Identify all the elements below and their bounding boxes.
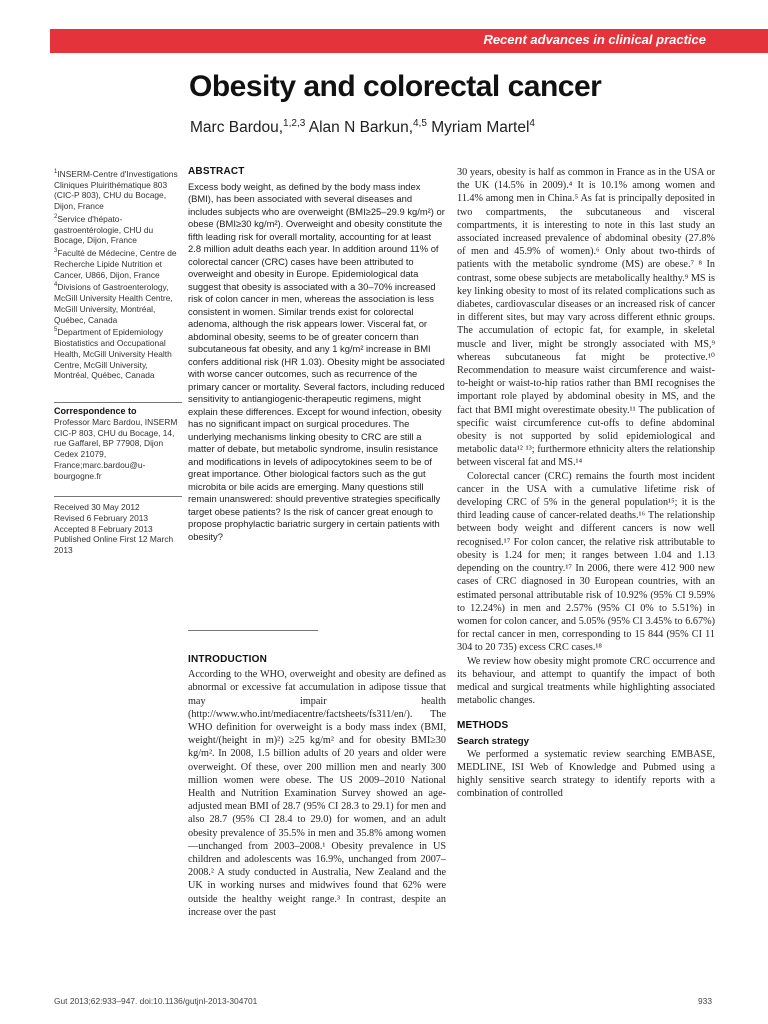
date-received: Received 30 May 2012	[54, 502, 140, 512]
author-name[interactable]: Alan N Barkun,	[305, 119, 413, 137]
abstract-text: Excess body weight, as defined by the body mass index (BMI), has been associated with several diseases and includes subjects who are overweight (BMI≥25–29.9 kg/m²) or obese (BMI≥30 kg/m²). Overweight and obesity constitute the fifth leading risk for overall mortality, accounting for at least 2.8 million adult deaths each year. In addition around 11% of colorectal cancer (CRC) cases have been attributed to overweight and obesity in Europe. Epidemiological data suggest that obesity is associated with a 30–70% increased risk of colon cancer in men, whereas the association is less consistent in women. Similar trends exist for colorectal adenoma, although the risk appears lower. Visceral fat, or abdominal obesity, seems to be of greater concern than subcutaneous fat obesity, and any 1 kg/m² increase in BMI confers additional risk (HR 1.03). Obesity might be associated with worse cancer outcomes, such as recurrence of the primary cancer or mortality. Several factors, including reduced sensitivity to antiangiogenic-therapeutic regimens, might explain these differences. Except for wound infection, obesity has no significant impact on surgical procedures. The underlying mechanisms linking obesity to CRC are still a matter of debate, but metabolic syndrome, insulin resistance and modifications in levels of adipocytokines seem to be of great importance. Other biological factors such as the gut microbita or bile acids are emerging. Many questions still remain unanswered: should preventive strategies specifically target obese patients? Is the risk of cancer great enough to propose prophylactic bariatric surgery in certain patients with obesity?	[188, 180, 445, 542]
article-dates	[54, 502, 182, 556]
correspondence-text: Professor Marc Bardou, INSERM CIC-P 803, CHU du Bocage, 14, rue Gaffarel, BP 77908, Dijon Cedex 21079, France;marc.bardou@u-bourgogne.fr	[54, 416, 178, 481]
body-paragraph: We performed a systematic review searching EMBASE, MEDLINE, ISI Web of Knowledge and Pubmed using a highly sensitive search strategy to identify reports with a combination of controlled	[457, 748, 715, 800]
abstract	[188, 166, 446, 543]
affiliation-item: $^1$INSERM-Centre d'Investigations Cliniques Pluirithématique 803 (CIC-P 803), CHU du Bocage, Dijon, France	[54, 168, 178, 212]
body-paragraph: Colorectal cancer (CRC) remains the fourth most incident cancer in the USA with a cumulative lifetime risk of developing CRC of 5% in the general population¹⁵; it is the third leading cause of cancer-related deaths.¹⁶ The relationship between body weight and different cancers is now well recognised.¹⁷ For colon cancer, the relative risk attributable to obesity is 1.24 for men; it ranges between 1.04 and 1.13 depending on the country.¹⁷ In 2006, there were 412 900 new cases of CRC diagnosed in 30 European countries, with an estimated personal attributable risk of 10.92% (95% CI 9.59% to 12.24%) in men and 2.57% (95% CI 0% to 5.51%) in women for colon cancer, and 5.05% (95% CI 3.45% to 6.67%) for rectal cancer in men, corresponding to 15 844 (95% CI 11 304 to 20 735) excess CRC cases.¹⁸	[457, 470, 715, 654]
article-title: Obesity and colorectal cancer	[189, 70, 602, 103]
section-banner	[50, 29, 768, 53]
affiliation-item: $^4$Divisions of Gastroenterology, McGill University Health Centre, McGill University, Montréal, Québec, Canada	[54, 282, 173, 325]
section-banner-label: Recent advances in clinical practice	[483, 32, 706, 47]
page-number: 933	[698, 996, 712, 1006]
date-accepted: Accepted 8 February 2013	[54, 523, 153, 534]
affiliation-item: $^5$Department of Epidemiology Biostatistics and Occupational Health, McGill University Health Centre, McGill University, Montréal, Québec, Canada	[54, 327, 172, 381]
introduction-heading: INTRODUCTION	[188, 654, 268, 665]
sidebar-divider	[54, 496, 182, 497]
footer-citation: Gut 2013;62:933–947. doi:10.1136/gutjnl-2013-304701	[54, 996, 258, 1006]
author-affiliation-ref: 4,5	[413, 118, 427, 129]
body-paragraph: We review how obesity might promote CRC occurrence and its behaviour, and attempt to quantify the impact of both medical and surgical treatments while highlighting associated metabolic changes.	[457, 655, 715, 707]
date-revised: Revised 6 February 2013	[54, 512, 149, 523]
introduction	[188, 653, 446, 919]
correspondence	[54, 406, 182, 482]
abstract-divider	[188, 630, 318, 631]
body-paragraph: 30 years, obesity is half as common in France as in the USA or the UK (14.5% in 2009).⁴ It is 10.1% among women and 11.4% among men in China.⁵ As fat is principally deposited in two compartments, the subcutaneous and visceral compartments, it is interesting to note in this last study an associated increased prevalence of abdominal obesity (27.8% of men and 45.9% of women).⁶ Only about two-thirds of patients with the metabolic syndrome (MS) are obese.⁷ ⁸ In contrast, some obese subjects are metabolically healthy.⁹ MS is key linking obesity to most of its related complications such as diabetes, cardiovascular diseases or an increased risk of cancer in different sites, but may vary across different ethnic groups. The accumulation of ectopic fat, for example, in skeletal muscle and liver, might be strongly associated with MS,⁹ whereas subcutaneous fat might be protective.¹⁰ Recommendation to measure waist circumference and waist-to-height or waist-to-hip ratios rather than BMI recognises the important role played by abdominal obesity in MS, and the fact that BMI might overestimate obesity.¹¹ The publication of specific waist circumference cut-offs to define abdominal obesity is not supported by solid epidemiological and metabolic data¹² ¹³; furthermore ethnicity alters the relationship between visceral fat and MS.¹⁴	[457, 167, 715, 469]
abstract-heading: ABSTRACT	[188, 166, 245, 177]
affiliation-item: $^2$Service d'hépato-gastroentérologie, CHU du Bocage, Dijon, France	[54, 213, 154, 246]
author-affiliation-ref: 4	[529, 118, 535, 129]
author-list	[190, 118, 535, 137]
date-published: Published Online First 12 March 2013	[54, 534, 174, 556]
author-name[interactable]: Marc Bardou,	[190, 119, 284, 137]
introduction-text: According to the WHO, overweight and obesity are defined as abnormal or excessive fat accumulation in adipose tissue that may impair health (http://www.who.int/mediacentre/factsheets/fs311/en/). The WHO definition for overweight is a body mass index (BMI, weight/(height in m)²) ≥25 kg/m² and for obesity BMI≥30 kg/m². In 2008, 1.5 billion adults of 20 years and older were overweight. Of these, over 200 million men and nearly 300 million women were obese. The US 2009–2010 National Health and Nutrition Examination Survey showed an age-adjusted mean BMI of 28.7 (95% CI 28.3 to 29.1) for men and also 28.7 (95% CI 28.4 to 29.0) for women, and an adult obesity prevalence of 35.5% in men and 35.8% among women—unchanged from 2003–2008.¹ Obesity prevalence in US children and adolescents was 16.9%, unchanged from 2007–2008.² A study conducted in Australia, New Zealand and the UK in working nurses and midwives found that 62% were outside the healthy weight range.³ In contrast, despite an increase over the past	[188, 669, 446, 918]
affiliation-item: $^3$Faculté de Médecine, Centre de Recherche Lipide Nutrition et Cancer, U866, Dijon, France	[54, 247, 177, 280]
affiliations	[54, 167, 182, 381]
sidebar-divider	[54, 402, 182, 403]
author-affiliation-ref: 1,2,3	[283, 118, 306, 129]
right-column	[457, 166, 715, 801]
search-strategy-heading: Search strategy	[457, 735, 529, 747]
author-name[interactable]: Myriam Martel	[426, 119, 530, 137]
correspondence-heading: Correspondence to	[54, 406, 137, 416]
methods-heading: METHODS	[457, 720, 509, 732]
